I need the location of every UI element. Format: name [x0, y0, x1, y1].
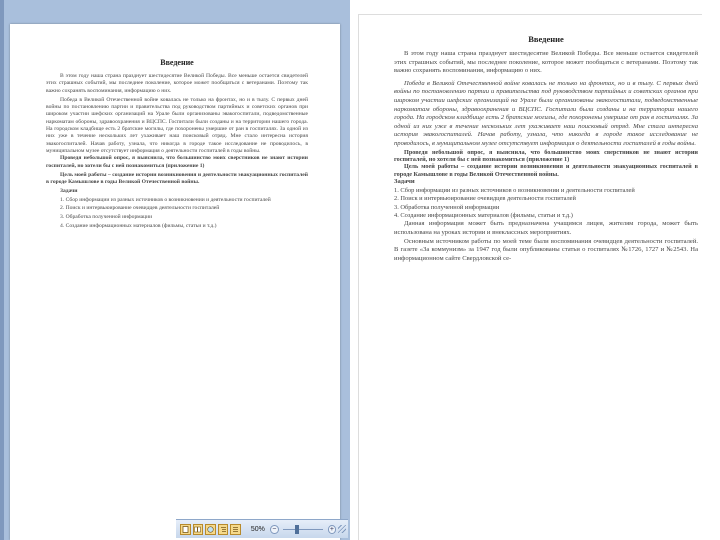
- globe-icon: [207, 526, 214, 533]
- document-title: Введение: [160, 58, 194, 67]
- resize-grip[interactable]: [338, 525, 346, 533]
- paragraph: Основным источником работы по моей теме были воспоминания очевидцев деятельности госпиталей. В газете «За коммунизм» за 1947 год были опубликованы статьи о госпиталях №1726, 1727 и №2543. На информационном сайте Свердловской се-: [394, 237, 698, 262]
- goal-paragraph: Цель моей работы – создание истории возникновения и деятельности эвакуационных госпиталей в городе Камышлове в годы Великой Отечественной войны.: [46, 171, 308, 186]
- document-title: Введение: [528, 34, 564, 44]
- zoom-thumb[interactable]: [295, 525, 299, 534]
- page-edge: [358, 14, 702, 15]
- goal-paragraph: Цель моей работы – создание истории возникновения и деятельности эвакуационных госпиталей в городе Камышлове в годы Великой Отечественной войны.: [394, 163, 698, 178]
- full-screen-reading-button[interactable]: [193, 524, 204, 535]
- tasks-heading: Задачи: [394, 178, 415, 186]
- page-content: [46, 58, 308, 230]
- status-bar: [176, 519, 348, 538]
- outline-view-button[interactable]: [218, 524, 229, 535]
- zoom-slider[interactable]: [283, 525, 323, 534]
- draft-view-button[interactable]: [230, 524, 241, 535]
- paragraph: Победа в Великой Отечественной войне ковалась не только на фронтах, но и в тылу. С первых дней войны по постановлению партии и правительства под руководством партийных и советских органов при широком участии шефских организаций на Урале были организованы эвакогоспитали, подведомственные наркоматам обороны, здравоохранения и ВЦСПС. Госпитали были созданы и на территории нашего города. На городском кладбище есть 2 братские могилы, где похоронены умершие от ран в госпиталях. За одной из них уже в течение нескольких лет ухаживает наш поисковый отряд. Мне стала интересна история эвакогоспиталей. Начав работу, узнала, что никогда в городе такое исследование не проводилось, в муниципальном музее отсутствует информация о деятельности госпиталей в годы войны.: [394, 79, 698, 147]
- paragraph: Проведя небольшой опрос, я выяснила, что большинство моих сверстников не знают истории госпиталей, но хотели бы с ней познакомиться (приложение 1): [394, 148, 698, 163]
- list-item: 4. Создание информационных материалов (фильмы, статьи и т.д.): [60, 222, 217, 229]
- zoom-out-button[interactable]: −: [270, 525, 279, 534]
- tasks-heading: Задачи: [60, 188, 78, 195]
- zoom-in-button[interactable]: +: [328, 525, 337, 534]
- book-icon: [194, 526, 201, 533]
- window-edge: [0, 0, 4, 540]
- outline-icon: [220, 526, 227, 533]
- list-item: 1. Сбор информации из разных источников о возникновении и деятельности госпиталей: [60, 196, 271, 203]
- print-layout-icon: [182, 526, 189, 533]
- document-page[interactable]: [10, 24, 340, 540]
- paragraph: В этом году наша страна празднует шестидесятие Великой Победы. Все меньше остается свидетелей этих страшных событий, мы последнее поколение, которое может пообщаться с ветеранами. Поэтому так важно сохранять воспоминания, информацию о них.: [46, 73, 308, 94]
- web-layout-button[interactable]: [205, 524, 216, 535]
- page-content: [394, 34, 698, 263]
- paragraph: Данная информация может быть предназначена учащимся лицея, жителям города, может быть использована на уроках истории и внеклассных мероприятиях.: [394, 220, 698, 236]
- list-item: 4. Создание информационных материалов (фильмы, статьи и т.д.): [394, 211, 573, 219]
- list-item: 2. Поиск и интервьюирование очевидцев деятельности госпиталей: [60, 205, 220, 212]
- paragraph: В этом году наша страна празднует шестидесятие Великой Победы. Все меньше остается свидетелей этих страшных событий, мы последнее поколение, которое может пообщаться с ветеранами. Поэтому так важно сохранять воспоминания, информацию о них.: [394, 50, 698, 75]
- zoom-level[interactable]: 50%: [250, 525, 265, 533]
- list-item: 1. Сбор информации из разных источников о возникновении и деятельности госпиталей: [394, 186, 635, 194]
- list-item: 3. Обработка полученной информации: [60, 213, 153, 220]
- document-page-right: [350, 0, 720, 540]
- page-edge: [358, 14, 359, 540]
- list-item: 3. Обработка полученной информации: [394, 203, 500, 211]
- zoom-track: [283, 529, 323, 530]
- print-layout-view-button[interactable]: [180, 524, 191, 535]
- list-item: 2. Поиск и интервьюирование очевидцев деятельности госпиталей: [394, 195, 576, 203]
- paragraph: Проведя небольшой опрос, я выяснила, что большинство моих сверстников не знают истории госпиталей, но хотели бы с ней познакомиться (приложение 1): [46, 155, 308, 169]
- draft-icon: [232, 526, 239, 533]
- paragraph: Победа в Великой Отечественной войне ковалась не только на фронтах, но и в тылу. С первых дней войны по постановлению партии и правительства под руководством партийных и советских органов при широком участии шефских организаций на Урале были организованы эвакогоспитали, подведомственные наркоматам обороны, здравоохранения и ВЦСПС. Госпитали были созданы и на территории нашего города. На городском кладбище есть 2 братские могилы, где похоронены умершие от ран в госпиталях. За одной из них уже в течение нескольких лет ухаживает наш поисковый отряд. Мне стало интересна история эвакогоспиталей. Начав работу, узнала, что никогда в городе такое исследование не проводилось, в муниципальном музее отсутствует информация о деятельности госпиталей в годы войны.: [46, 96, 308, 154]
- word-window: [0, 0, 350, 540]
